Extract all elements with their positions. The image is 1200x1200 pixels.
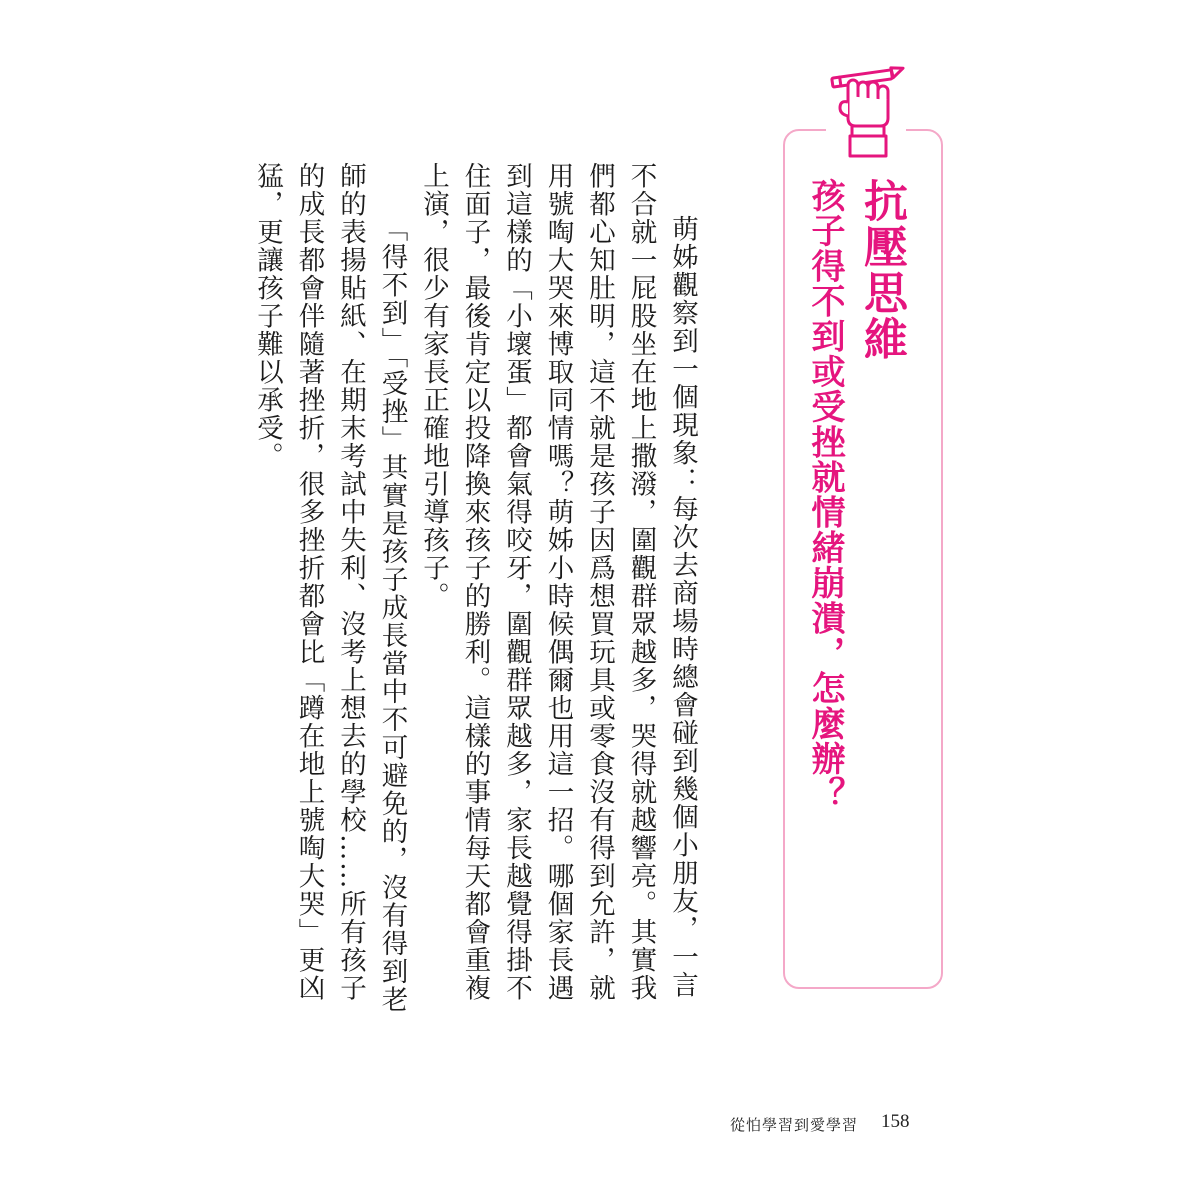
chapter-title: 抗壓思維	[856, 178, 907, 362]
body-paragraph: 萌姊觀察到一個現象：每次去商場時總會碰到幾個小朋友，一言不合就一屁股坐在地上撒潑，圍觀群眾越多，哭得就越響亮。其實我們都心知肚明，這不就是孩子因爲想買玩具或零食沒有得到允許，就用號啕大哭來博取同情嗎？萌姊小時候偶爾也用這一招。哪個家長遇到這樣的「小壞蛋」都會氣得咬牙，圍觀群眾越多，家長越覺得掛不住面子，最後肯定以投降換來孩子的勝利。這樣的事情每天都會重複上演，很少有家長正確地引導孩子。	[418, 162, 698, 1002]
footer-book-title: 從怕學習到愛學習	[730, 1116, 859, 1134]
chapter-subtitle: 孩子得不到或受挫就情緒崩潰，怎麼辦？	[805, 178, 845, 812]
body-paragraph: 「得不到」「受挫」其實是孩子成長當中不可避免的，沒有得到老師的表揚貼紙、在期末考試中失利、沒考上想去的學校……所有孩子的成長都會伴隨著挫折，很多挫折都會比「蹲在地上號啕大哭」更凶猛，更讓孩子難以承受。	[252, 162, 408, 1014]
hand-holding-pencil-icon	[826, 66, 906, 158]
body-text	[252, 162, 703, 1022]
page-number: 158	[881, 1111, 910, 1132]
page-footer	[690, 1110, 920, 1140]
